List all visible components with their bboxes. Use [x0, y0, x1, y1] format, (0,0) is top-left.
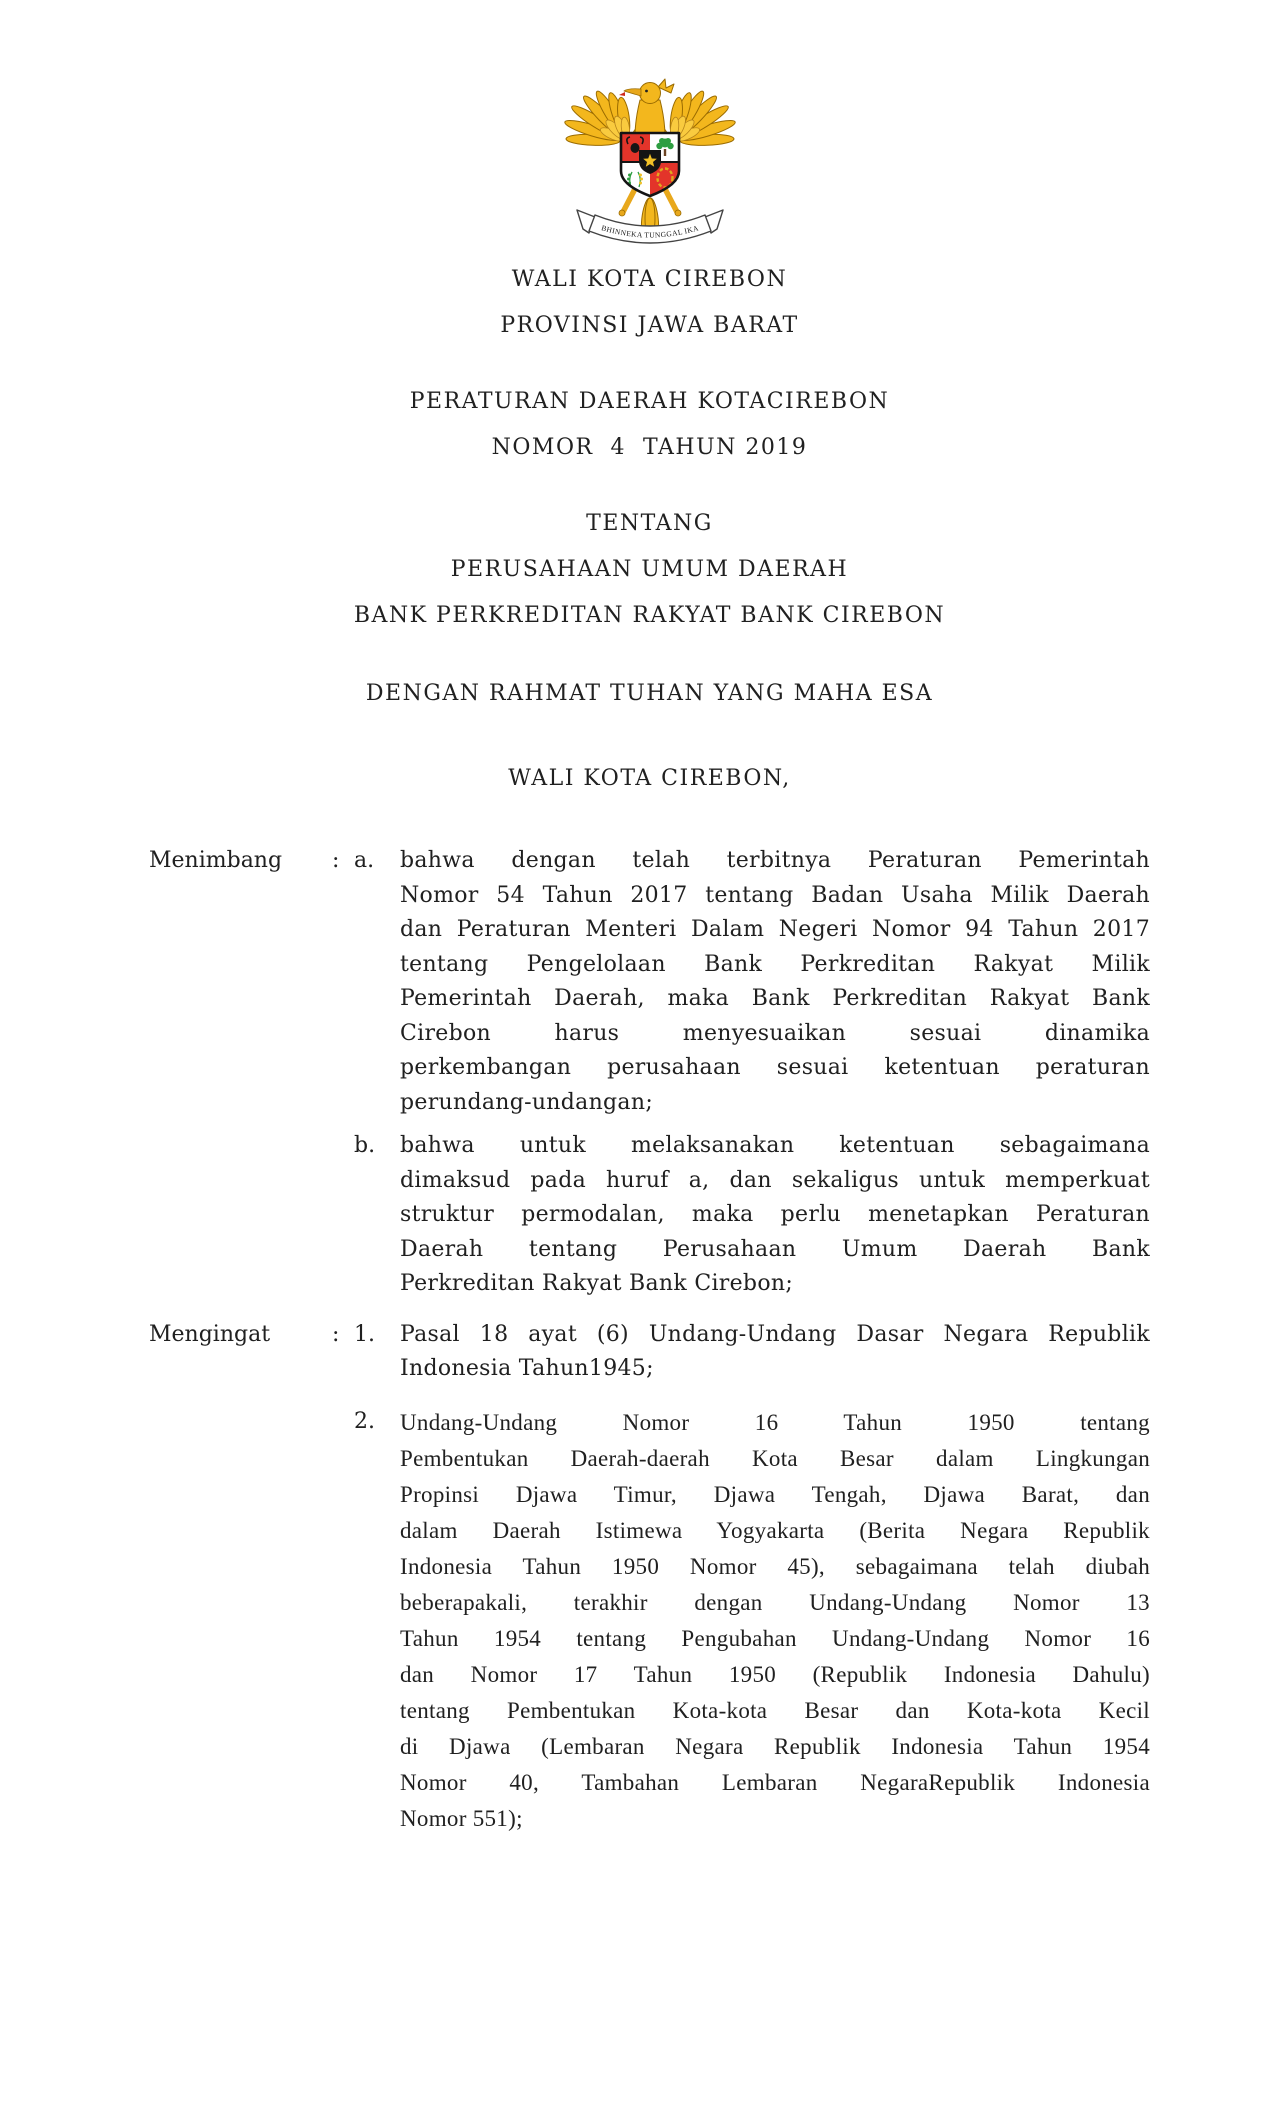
text-line: dalam Daerah Istimewa Yogyakarta (Berita Negara Republik — [400, 1517, 1150, 1543]
text-line: dan Peraturan Menteri Dalam Negeri Nomor 94 Tahun 2017 — [400, 917, 1150, 942]
text-line: perundang-undangan; — [400, 1089, 654, 1115]
clause-label — [149, 1405, 332, 1837]
text-line: Pembentukan Daerah-daerah Kota Besar dalam Lingkungan — [400, 1445, 1150, 1471]
text-line: di Djawa (Lembaran Negara Republik Indonesia Tahun 1954 — [400, 1733, 1150, 1759]
text-line: bahwa dengan telah terbitnya Peraturan Pemerintah — [400, 848, 1150, 873]
province-title: PROVINSI JAWA BARAT — [500, 313, 799, 338]
text-line: dan Nomor 17 Tahun 1950 (Republik Indonesia Dahulu) — [400, 1661, 1150, 1687]
text-line: tentang Pengelolaan Bank Perkreditan Rakyat Milik — [400, 951, 1150, 977]
beak — [624, 89, 641, 96]
text-line: Tahun 1954 tentang Pengubahan Undang-Undang Nomor 16 — [400, 1625, 1150, 1651]
text-line: Indonesia Tahun 1950 Nomor 45), sebagaimana telah diubah — [400, 1553, 1150, 1579]
about-label: TENTANG — [586, 511, 713, 536]
clauses — [149, 844, 1150, 1837]
clause-colon: : — [332, 848, 340, 873]
clause-colon — [332, 1405, 354, 1837]
item-marker: 1. — [354, 1321, 375, 1347]
neck — [635, 100, 665, 137]
enacting-official — [149, 756, 1150, 802]
clause-item-row — [149, 844, 1150, 1120]
bull-icon — [630, 143, 639, 153]
clause-colon — [332, 1129, 354, 1302]
item-marker: 2. — [354, 1408, 375, 1434]
clause-menimbang — [149, 844, 1150, 1302]
invocation-text: DENGAN RAHMAT TUHAN YANG MAHA ESA — [365, 681, 934, 706]
garuda-pancasila-emblem — [149, 0, 1150, 253]
subject-line2: BANK PERKREDITAN RAKYAT BANK CIREBON — [353, 603, 946, 628]
item-text — [400, 1318, 1150, 1387]
enacting-official-text: WALI KOTA CIREBON, — [508, 766, 791, 791]
text-line: tentang Pembentukan Kota-kota Besar dan Kota-kota Kecil — [400, 1697, 1150, 1723]
authority-title: WALI KOTA CIREBON — [511, 267, 788, 292]
text-line: Cirebon harus menyesuaikan sesuai dinamika — [400, 1020, 1150, 1046]
regulation-number: NOMOR 4 TAHUN 2019 — [491, 435, 808, 460]
text-line: perkembangan perusahaan sesuai ketentuan peraturan — [400, 1055, 1150, 1080]
subject-line1: PERUSAHAAN UMUM DAERAH — [450, 557, 849, 582]
item-marker: b. — [354, 1133, 376, 1158]
text-line: Pasal 18 ayat (6) Undang-Undang Dasar Negara Republik — [400, 1321, 1150, 1347]
document-content — [149, 0, 1150, 1837]
invocation — [149, 671, 1150, 717]
clause-label: Menimbang — [149, 848, 283, 873]
text-line: Nomor 54 Tahun 2017 tentang Badan Usaha Milik Daerah — [400, 882, 1150, 908]
clause-colon: : — [332, 1321, 340, 1347]
clause-mengingat — [149, 1318, 1150, 1837]
text-line: Nomor 40, Tambahan Lembaran NegaraRepublik Indonesia — [400, 1769, 1150, 1795]
text-line: Daerah tentang Perusahaan Umum Daerah Bank — [400, 1236, 1150, 1262]
text-line: Pemerintah Daerah, maka Bank Perkreditan Rakyat Bank — [400, 986, 1150, 1011]
text-line: Nomor 551); — [400, 1805, 523, 1831]
regulation-title: PERATURAN DAERAH KOTACIREBON — [409, 389, 890, 414]
text-line: beberapakali, terakhir dengan Undang-Undang Nomor 13 — [400, 1589, 1150, 1615]
head — [619, 79, 674, 104]
text-line: Indonesia Tahun1945; — [400, 1356, 654, 1381]
clause-item-row — [149, 1129, 1150, 1302]
item-marker: a. — [354, 848, 375, 873]
eye — [645, 90, 648, 93]
clause-label: Mengingat — [149, 1321, 271, 1347]
clause-item-row — [149, 1318, 1150, 1387]
motto-text: BHINNEKA TUNGGAL IKA — [599, 223, 700, 240]
text-line: struktur permodalan, maka perlu menetapkan Peraturan — [400, 1202, 1150, 1227]
clause-label — [149, 1129, 332, 1302]
item-text — [400, 1129, 1150, 1302]
letterhead — [149, 257, 1150, 349]
garuda-emblem-svg — [555, 45, 745, 253]
text-line: Perkreditan Rakyat Bank Cirebon; — [400, 1271, 794, 1296]
text-line: dimaksud pada huruf a, dan sekaligus untuk memperkuat — [400, 1167, 1150, 1193]
clause-item-row — [149, 1405, 1150, 1837]
regulation-heading — [149, 379, 1150, 471]
tongue — [619, 92, 625, 96]
subject-heading — [149, 501, 1150, 639]
text-line: Propinsi Djawa Timur, Djawa Tengah, Djawa Barat, dan — [400, 1481, 1150, 1507]
item-text — [400, 1405, 1150, 1837]
text-line: bahwa untuk melaksanakan ketentuan sebagaimana — [400, 1133, 1150, 1158]
text-line: Undang-Undang Nomor 16 Tahun 1950 tentang — [400, 1409, 1150, 1435]
pancasila-shield — [621, 133, 679, 196]
item-text — [400, 844, 1150, 1120]
